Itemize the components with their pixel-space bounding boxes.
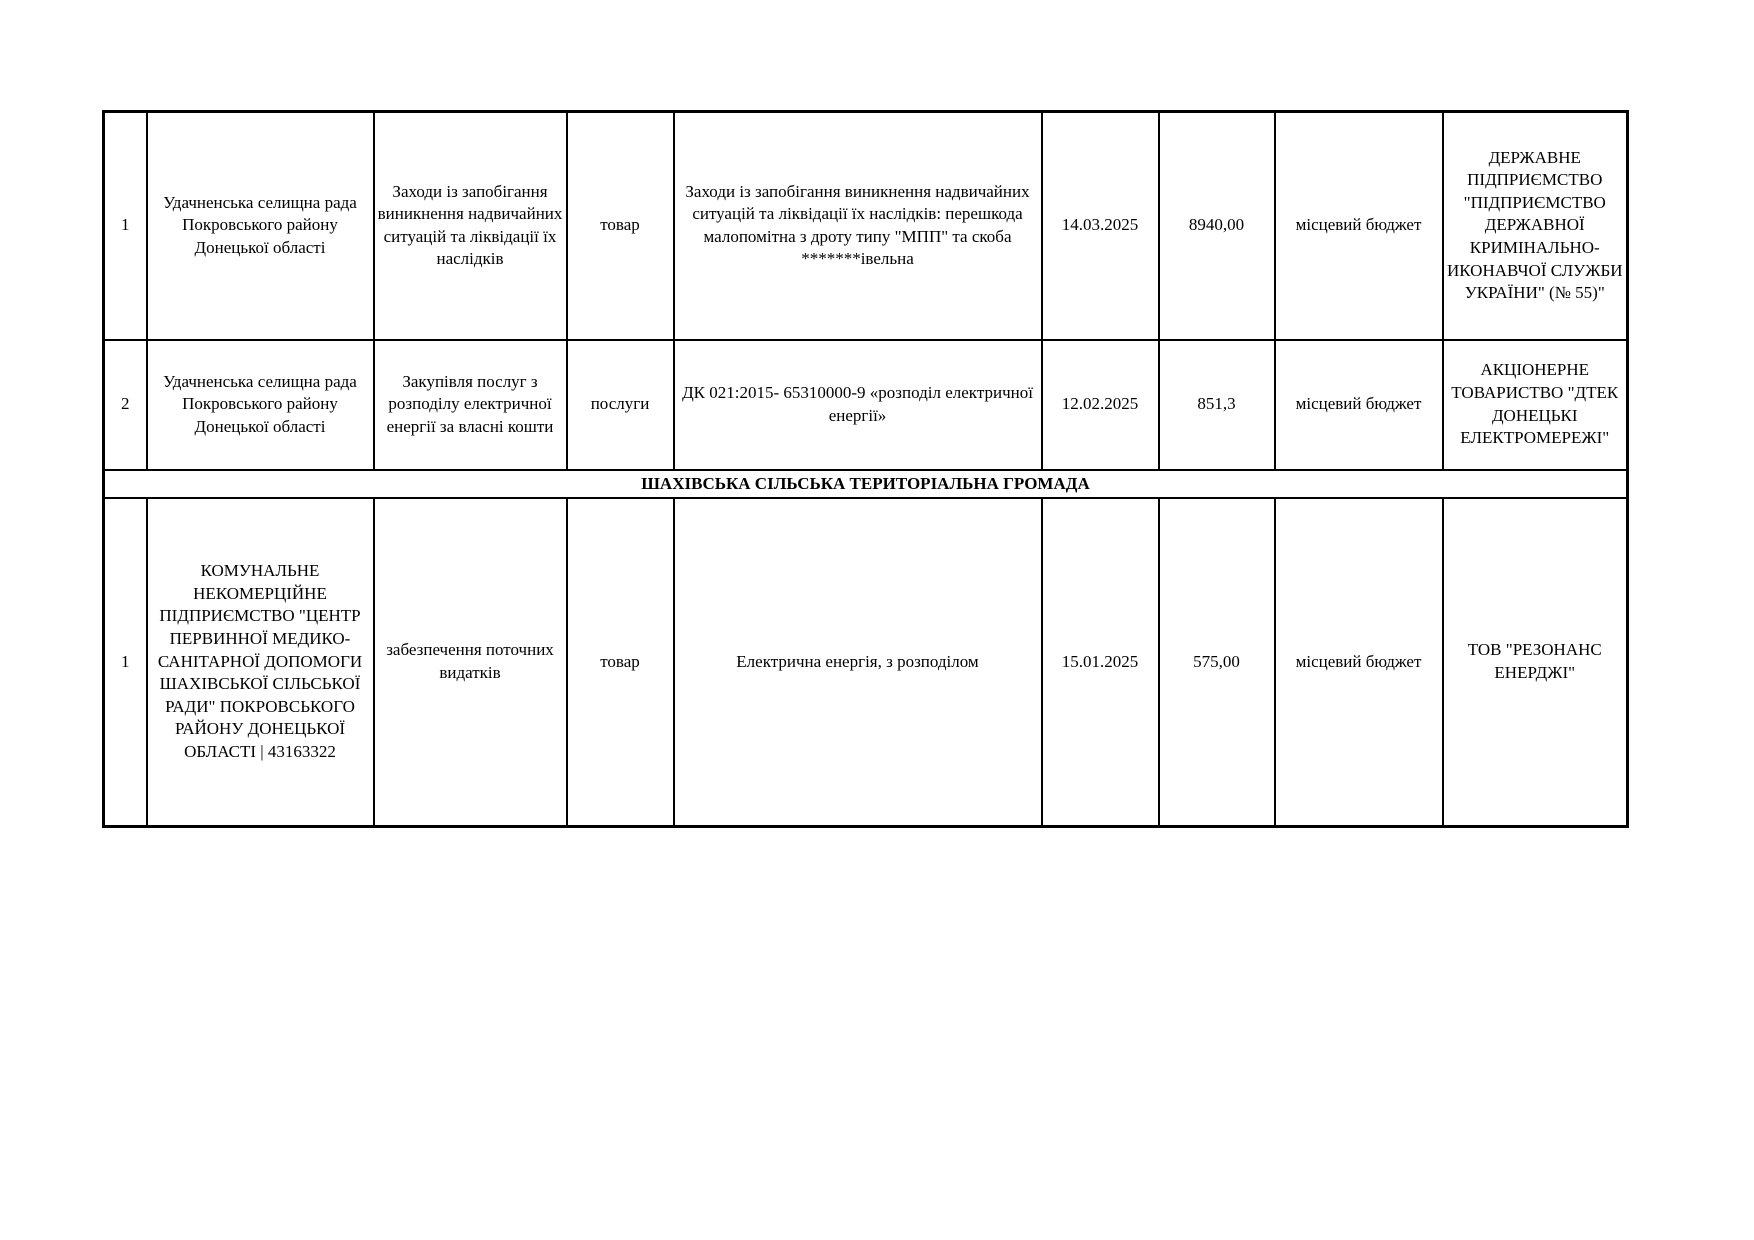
table-row (104, 498, 1628, 826)
supplier-cell: ДЕРЖАВНЕ ПІДПРИЄМСТВО "ПІДПРИЄМСТВО ДЕРЖАВНОЇ КРИМІНАЛЬНО-ИКОНАВЧОЇ СЛУЖБИ УКРАЇНИ" (№ 55)" (1443, 112, 1628, 340)
section-header-row (104, 470, 1628, 499)
row-number-cell: 1 (104, 498, 147, 826)
budget-source-cell: місцевий бюджет (1275, 340, 1443, 470)
measure-cell: Заходи із запобігання виникнення надвичайних ситуацій та ліквідації їх наслідків (374, 112, 567, 340)
contract-amount-cell: 575,00 (1159, 498, 1275, 826)
procurement-table (102, 110, 1629, 828)
contract-date-cell: 14.03.2025 (1042, 112, 1159, 340)
supplier-cell: ТОВ "РЕЗОНАНС ЕНЕРДЖІ" (1443, 498, 1628, 826)
measure-cell: Закупівля послуг з розподілу електричної енергії за власні кошти (374, 340, 567, 470)
contract-date-cell: 12.02.2025 (1042, 340, 1159, 470)
contract-amount-cell: 851,3 (1159, 340, 1275, 470)
contract-date-cell: 15.01.2025 (1042, 498, 1159, 826)
item-description-cell: Заходи із запобігання виникнення надвичайних ситуацій та ліквідації їх наслідків: перешкода малопомітна з дроту типу "МПП" та скоба *******івельна (674, 112, 1042, 340)
supplier-cell: АКЦІОНЕРНЕ ТОВАРИСТВО "ДТЕК ДОНЕЦЬКІ ЕЛЕКТРОМЕРЕЖІ" (1443, 340, 1628, 470)
purchase-type-cell: послуги (567, 340, 674, 470)
row-number-cell: 2 (104, 340, 147, 470)
row-number-cell: 1 (104, 112, 147, 340)
purchase-type-cell: товар (567, 112, 674, 340)
procuring-entity-cell: Удачненська селищна рада Покровського району Донецької області (147, 340, 374, 470)
procuring-entity-cell: Удачненська селищна рада Покровського району Донецької області (147, 112, 374, 340)
budget-source-cell: місцевий бюджет (1275, 498, 1443, 826)
table-row (104, 112, 1628, 340)
item-description-cell: ДК 021:2015- 65310000-9 «розподіл електричної енергії» (674, 340, 1042, 470)
item-description-cell: Електрична енергія, з розподілом (674, 498, 1042, 826)
purchase-type-cell: товар (567, 498, 674, 826)
measure-cell: забезпечення поточних видатків (374, 498, 567, 826)
procuring-entity-cell: КОМУНАЛЬНЕ НЕКОМЕРЦІЙНЕ ПІДПРИЄМСТВО "ЦЕНТР ПЕРВИННОЇ МЕДИКО-САНІТАРНОЇ ДОПОМОГИ ШАХІВСЬКОЇ СІЛЬСЬКОЇ РАДИ" ПОКРОВСЬКОГО РАЙОНУ ДОНЕЦЬКОЇ ОБЛАСТІ | 43163322 (147, 498, 374, 826)
contract-amount-cell: 8940,00 (1159, 112, 1275, 340)
budget-source-cell: місцевий бюджет (1275, 112, 1443, 340)
section-header-title: ШАХІВСЬКА СІЛЬСЬКА ТЕРИТОРІАЛЬНА ГРОМАДА (104, 470, 1628, 499)
table-row (104, 340, 1628, 470)
